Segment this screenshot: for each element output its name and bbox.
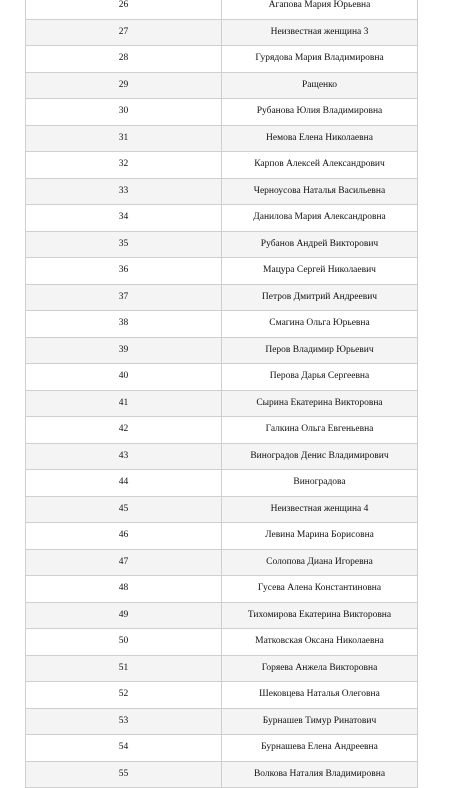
row-number: 49 [26, 602, 222, 629]
table-row [26, 708, 418, 735]
table-row [26, 443, 418, 470]
table-row [26, 629, 418, 656]
person-name: Галкина Ольга Евгеньевна [222, 417, 418, 444]
table-row [26, 46, 418, 73]
table-row [26, 602, 418, 629]
person-name: Солопова Диана Игоревна [222, 549, 418, 576]
person-name: Горяева Анжела Викторовна [222, 655, 418, 682]
table-row [26, 152, 418, 179]
row-number: 46 [26, 523, 222, 550]
row-number: 39 [26, 337, 222, 364]
row-number: 37 [26, 284, 222, 311]
row-number: 28 [26, 46, 222, 73]
row-number: 47 [26, 549, 222, 576]
row-number: 51 [26, 655, 222, 682]
row-number: 33 [26, 178, 222, 205]
person-name: Ращенко [222, 72, 418, 99]
person-name: Рубанова Юлия Владимировна [222, 99, 418, 126]
person-name: Виноградов Денис Владимирович [222, 443, 418, 470]
row-number: 50 [26, 629, 222, 656]
table-row [26, 549, 418, 576]
person-name: Неизвестная женщина 4 [222, 496, 418, 523]
table-row [26, 99, 418, 126]
row-number: 48 [26, 576, 222, 603]
row-number: 31 [26, 125, 222, 152]
person-name: Тихомирова Екатерина Викторовна [222, 602, 418, 629]
row-number: 41 [26, 390, 222, 417]
table-row [26, 735, 418, 762]
person-name: Шековцева Наталья Олеговна [222, 682, 418, 709]
row-number: 30 [26, 99, 222, 126]
row-number: 44 [26, 470, 222, 497]
row-number: 29 [26, 72, 222, 99]
person-name: Перов Владимир Юрьевич [222, 337, 418, 364]
row-number: 34 [26, 205, 222, 232]
table-row [26, 284, 418, 311]
row-number: 35 [26, 231, 222, 258]
victims-table-container [25, 0, 417, 788]
row-number: 45 [26, 496, 222, 523]
person-name: Мацура Сергей Николаевич [222, 258, 418, 285]
table-row [26, 761, 418, 788]
table-row [26, 19, 418, 46]
row-number: 53 [26, 708, 222, 735]
table-row [26, 258, 418, 285]
person-name: Бурнашев Тимур Ринатович [222, 708, 418, 735]
person-name: Матковская Оксана Николаевна [222, 629, 418, 656]
row-number: 40 [26, 364, 222, 391]
person-name: Агапова Мария Юрьевна [222, 0, 418, 19]
table-row [26, 205, 418, 232]
person-name: Рубанов Андрей Викторович [222, 231, 418, 258]
row-number: 38 [26, 311, 222, 338]
table-row [26, 496, 418, 523]
row-number: 26 [26, 0, 222, 19]
row-number: 42 [26, 417, 222, 444]
person-name: Неизвестная женщина 3 [222, 19, 418, 46]
table-row [26, 125, 418, 152]
table-row [26, 178, 418, 205]
person-name: Немова Елена Николаевна [222, 125, 418, 152]
table-row [26, 576, 418, 603]
person-name: Волкова Наталия Владимировна [222, 761, 418, 788]
table-row [26, 72, 418, 99]
row-number: 43 [26, 443, 222, 470]
table-row [26, 390, 418, 417]
person-name: Смагина Ольга Юрьевна [222, 311, 418, 338]
row-number: 54 [26, 735, 222, 762]
table-row [26, 470, 418, 497]
table-row [26, 417, 418, 444]
person-name: Черноусова Наталья Васильевна [222, 178, 418, 205]
table-row [26, 682, 418, 709]
person-name: Сырина Екатерина Викторовна [222, 390, 418, 417]
table-row [26, 0, 418, 19]
person-name: Гусева Алена Константиновна [222, 576, 418, 603]
row-number: 27 [26, 19, 222, 46]
person-name: Петров Дмитрий Андреевич [222, 284, 418, 311]
person-name: Гурядова Мария Владимировна [222, 46, 418, 73]
row-number: 55 [26, 761, 222, 788]
table-body [26, 0, 418, 788]
row-number: 32 [26, 152, 222, 179]
person-name: Перова Дарья Сергеевна [222, 364, 418, 391]
person-name: Карпов Алексей Александрович [222, 152, 418, 179]
table-row [26, 523, 418, 550]
person-name: Данилова Мария Александровна [222, 205, 418, 232]
person-name: Виноградова [222, 470, 418, 497]
table-row [26, 231, 418, 258]
row-number: 36 [26, 258, 222, 285]
row-number: 52 [26, 682, 222, 709]
person-name: Левина Марина Борисовна [222, 523, 418, 550]
table-row [26, 364, 418, 391]
person-name: Бурнашева Елена Андреевна [222, 735, 418, 762]
table-row [26, 311, 418, 338]
victims-table [25, 0, 418, 788]
table-row [26, 337, 418, 364]
table-row [26, 655, 418, 682]
